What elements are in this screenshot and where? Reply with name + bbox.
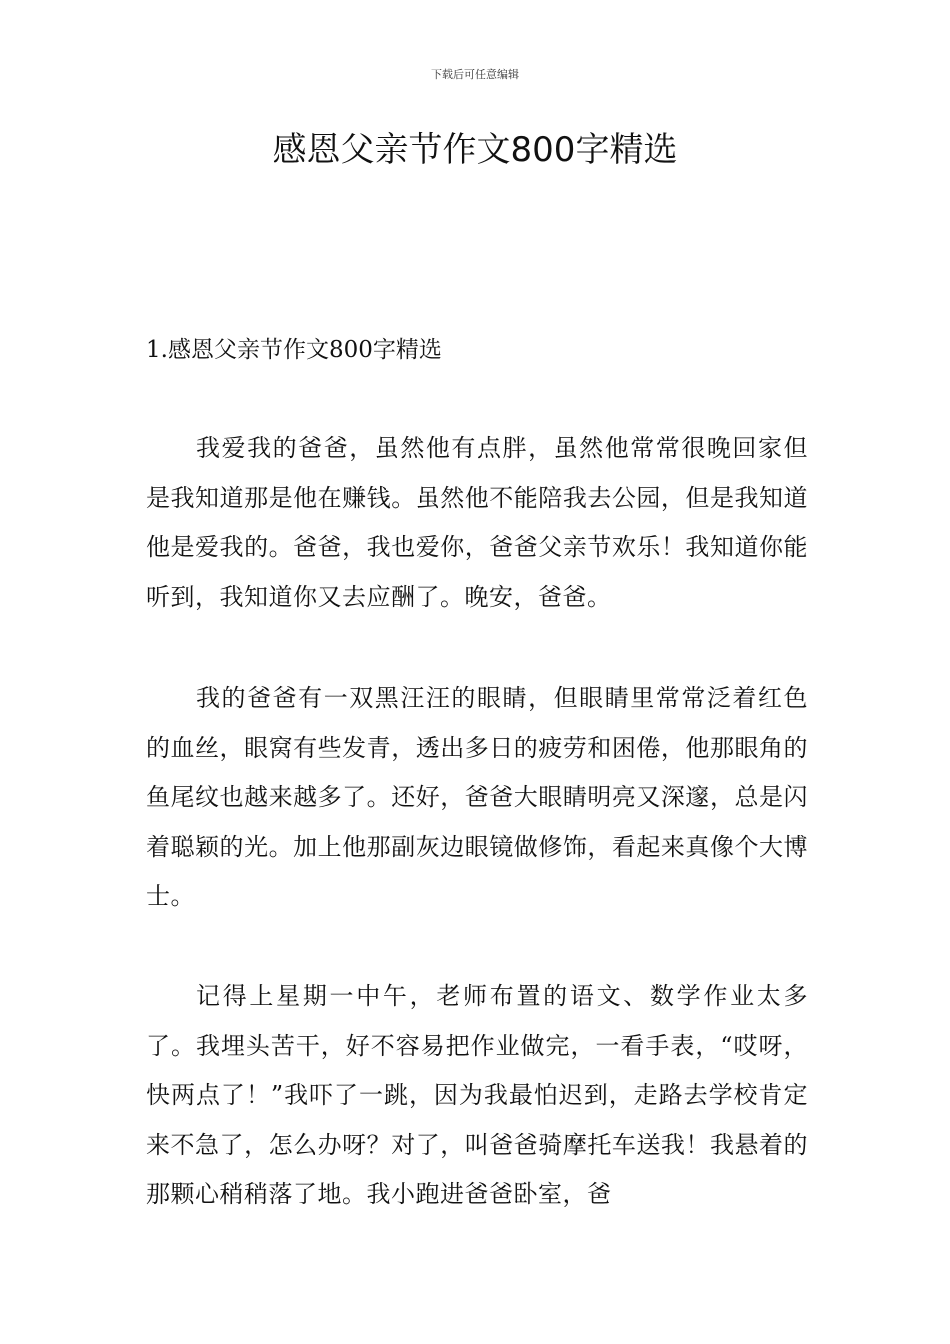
page-header-note: 下载后可任意编辑 [431, 68, 519, 81]
body-paragraph: 我爱我的爸爸，虽然他有点胖，虽然他常常很晚回家但是我知道那是他在赚钱。虽然他不能陪我去公园，但是我知道他是爱我的。爸爸，我也爱你，爸爸父亲节欢乐！我知道你能听到，我知道你又去应酬了。晚安，爸爸。 [146, 434, 808, 611]
body-paragraph: 记得上星期一中午，老师布置的语文、数学作业太多了。我埋头苦干，好不容易把作业做完，一看手表，“哎呀，快两点了！”我吓了一跳，因为我最怕迟到，走路去学校肯定来不急了，怎么办呀？对了，叫爸爸骑摩托车送我！我悬着的那颗心稍稍落了地。我小跑进爸爸卧室，爸 [146, 982, 808, 1208]
section-heading: 1.感恩父亲节作文800字精选 [146, 337, 442, 363]
document-title: 感恩父亲节作文800字精选 [272, 130, 678, 170]
body-paragraph: 我的爸爸有一双黑汪汪的眼睛，但眼睛里常常泛着红色的血丝，眼窝有些发青，透出多日的疲劳和困倦，他那眼角的鱼尾纹也越来越多了。还好，爸爸大眼睛明亮又深邃，总是闪着聪颖的光。加上他那副灰边眼镜做修饰，看起来真像个大博士。 [146, 684, 808, 910]
